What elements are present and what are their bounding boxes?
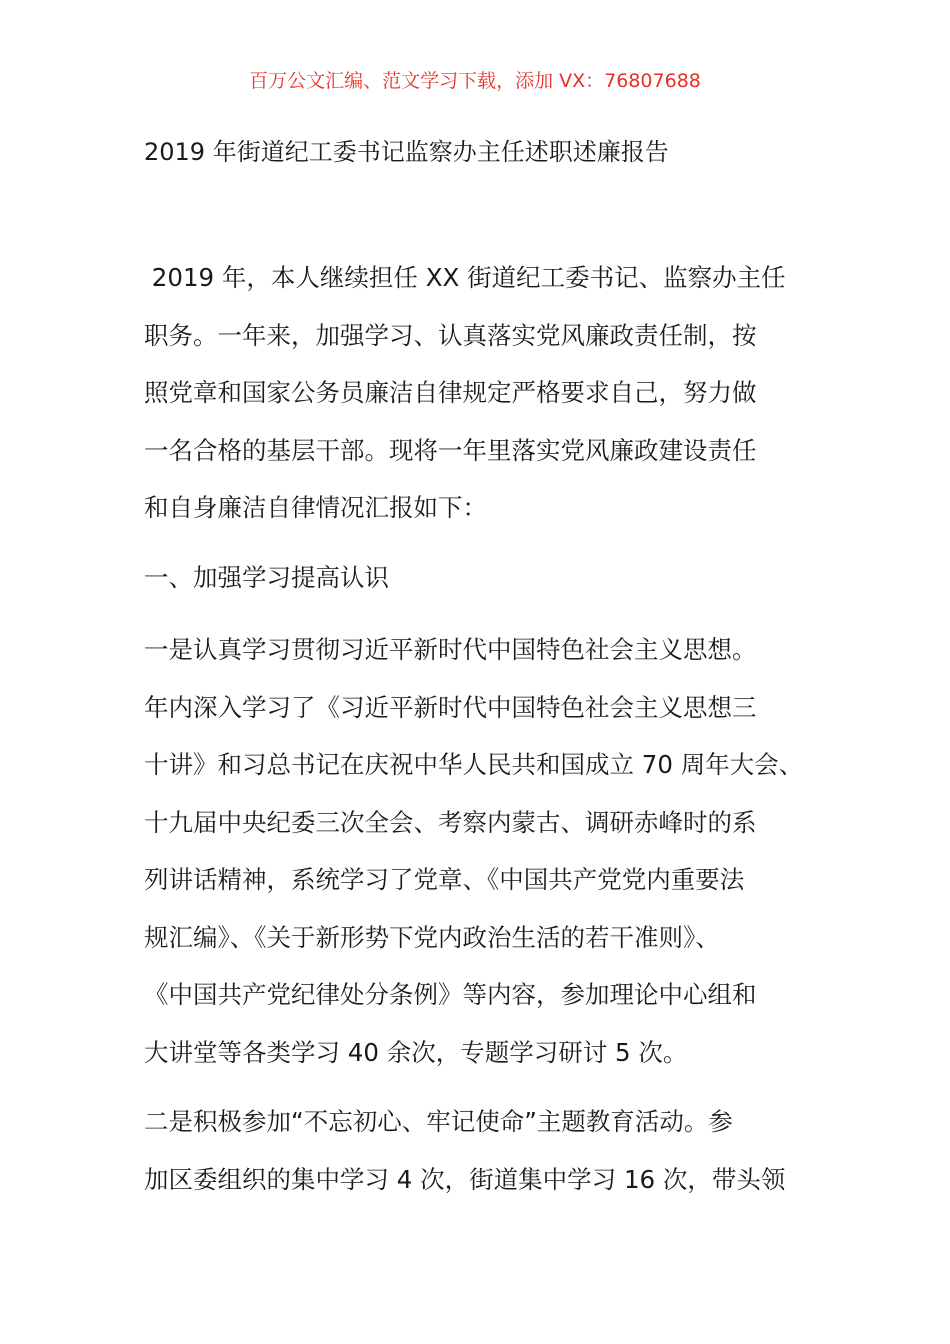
- paragraph-line: 二是积极参加“不忘初心、牢记使命”主题教育活动。参: [144, 1107, 733, 1136]
- document-title: 2019 年街道纪工委书记监察办主任述职述廉报告: [144, 138, 669, 166]
- paragraph-line: 规汇编》、《关于新形势下党内政治生活的若干准则》、: [144, 922, 720, 952]
- paragraph-study: [144, 621, 844, 1081]
- paragraph-line: 一是认真学习贯彻习近平新时代中国特色社会主义思想。: [144, 635, 757, 664]
- paragraph-line: 大讲堂等各类学习 40 余次，专题学习研讨 5 次。: [144, 1037, 688, 1067]
- paragraph-education: [144, 1093, 844, 1208]
- paragraph-line: 和自身廉洁自律情况汇报如下：: [144, 493, 487, 522]
- paragraph-line: 《中国共产党纪律处分条例》等内容，参加理论中心组和: [144, 980, 757, 1009]
- paragraph-line: 年内深入学习了《习近平新时代中国特色社会主义思想三: [144, 692, 757, 722]
- section-heading: 一、加强学习提高认识: [144, 563, 389, 592]
- paragraph-line: 列讲话精神，系统学习了党章、《中国共产党党内重要法: [144, 865, 745, 894]
- header-banner: 百万公文汇编、范文学习下载，添加 VX：76807688: [249, 70, 701, 92]
- paragraph-line: 职务。一年来，加强学习、认真落实党风廉政责任制，按: [144, 320, 757, 350]
- paragraph-line: 2019 年，本人继续担任 XX 街道纪工委书记、监察办主任: [144, 263, 786, 292]
- paragraph-line: 一名合格的基层干部。现将一年里落实党风廉政建设责任: [144, 435, 757, 465]
- paragraph-line: 照党章和国家公务员廉洁自律规定严格要求自己，努力做: [144, 378, 757, 407]
- paragraph-line: 十讲》和习总书记在庆祝中华人民共和国成立 70 周年大会、: [144, 750, 804, 779]
- paragraph-line: 十九届中央纪委三次全会、考察内蒙古、调研赤峰时的系: [144, 807, 757, 837]
- paragraph-intro: [144, 249, 844, 537]
- paragraph-line: 加区委组织的集中学习 4 次，街道集中学习 16 次，带头领: [144, 1164, 786, 1194]
